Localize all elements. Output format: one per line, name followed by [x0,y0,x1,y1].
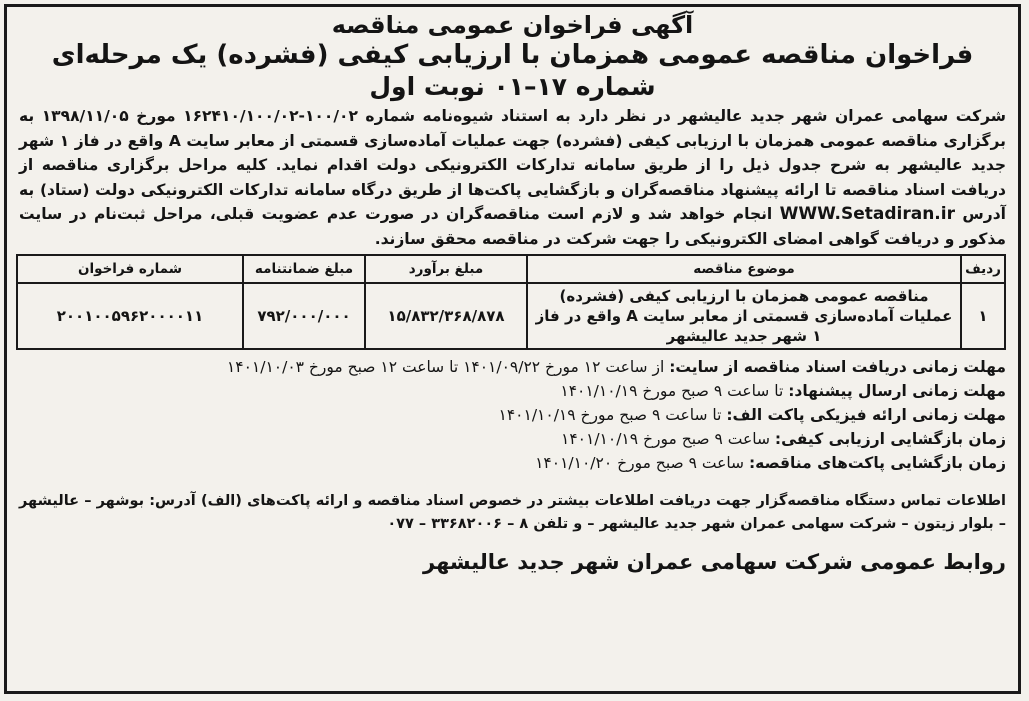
deadline-label: مهلت زمانی ارسال پیشنهاد: [788,382,1006,401]
setadiran-link[interactable]: WWW.Setadiran.ir [779,204,955,225]
deadline-label: مهلت زمانی دریافت اسناد مناقصه از سایت: [669,358,1006,377]
deadline-item [19,452,1006,476]
deadline-label: زمان بازگشایی پاکت‌های مناقصه: [748,453,1006,472]
intro-paragraph [19,104,1006,251]
deadline-label: مهلت زمانی ارائه فیزیکی پاکت الف: [726,406,1006,425]
header-guarantee: مبلغ ضمانتنامه [243,255,365,283]
header-subject: موضوع مناقصه [527,255,961,283]
deadlines-list [19,356,1006,475]
table-row [17,283,1005,349]
cell-row-no: ۱ [961,283,1005,349]
notice-subtitle: فراخوان مناقصه عمومی همزمان با ارزیابی کیفی (فشرده) یک مرحله‌ای [51,40,974,71]
deadline-value: ساعت ۹ صبح مورخ ۱۴۰۱/۱۰/۲۰ [535,453,745,472]
deadline-label: زمان بازگشایی ارزیابی کیفی: [774,429,1006,448]
table-header-row [17,255,1005,283]
cell-estimate: ۱۵/۸۳۲/۳۶۸/۸۷۸ [365,283,527,349]
notice-title: آگهی فراخوان عمومی مناقصه [331,11,694,39]
tender-notice [4,4,1021,694]
header-call-no: شماره فراخوان [17,255,243,283]
header-estimate: مبلغ برآورد [365,255,527,283]
footer-signature: روابط عمومی شرکت سهامی عمران شهر جدید عالیشهر [423,550,1006,575]
deadline-item [19,428,1006,452]
deadline-item [19,404,1006,428]
contact-info: اطلاعات تماس دستگاه مناقصه‌گزار جهت دریافت اطلاعات بیشتر در خصوص اسناد مناقصه و ارائه پاکت‌های (الف) آدرس: بوشهر – عالیشهر – بلوار زیتون – شرکت سهامی عمران شهر جدید عالیشهر – و تلفن ۸ – ۳۳۶۸۲۰۰۶ – ۰۷۷ [19,492,1006,532]
deadline-item [19,380,1006,404]
tender-table [16,254,1006,350]
deadline-value: تا ساعت ۹ صبح مورخ ۱۴۰۱/۱۰/۱۹ [560,382,784,401]
header-row-no: ردیف [961,255,1005,283]
deadline-value: از ساعت ۱۲ مورخ ۱۴۰۱/۰۹/۲۲ تا ساعت ۱۲ صبح مورخ ۱۴۰۱/۱۰/۰۳ [226,358,665,377]
cell-call-no: ۲۰۰۱۰۰۵۹۶۲۰۰۰۰۱۱ [17,283,243,349]
cell-guarantee: ۷۹۲/۰۰۰/۰۰۰ [243,283,365,349]
intro-text-end: انجام خواهد شد و لازم است مناقصه‌گران در صورت عدم عضویت قبلی، مراحل ثبت‌نام در سایت مذکور و دریافت گواهی امضای الکترونیکی را جهت شرکت در مناقصه محقق سازند. [19,205,1006,248]
intro-text: شرکت سهامی عمران شهر جدید عالیشهر در نظر دارد به استناد شیوه‌نامه شماره ۱۰۰/۰۲-۱۶۲۴۱۰/۱۰۰/۰۲ مورخ ۱۳۹۸/۱۱/۰۵ به برگزاری مناقصه عمومی همزمان با ارزیابی کیفی (فشرده) جهت عملیات آماده‌سازی قسمتی از معابر سایت A واقع در فاز ۱ شهر جدید عالیشهر به شرح جدول ذیل را از طریق سامانه تدارکات الکترونیکی دولت اقدام نماید. کلیه مراحل برگزاری مناقصه از دریافت اسناد مناقصه تا ارائه پیشنهاد مناقصه‌گران و بازگشایی پاکت‌ها از طریق درگاه سامانه تدارکات الکترونیکی دولت (ستاد) به آدرس [19,107,1007,224]
notice-number: شماره ۱۷–۰۱ نوبت اول [369,71,656,101]
deadline-item [19,356,1006,380]
deadline-value: ساعت ۹ صبح مورخ ۱۴۰۱/۱۰/۱۹ [561,429,770,448]
cell-subject: مناقصه عمومی همزمان با ارزیابی کیفی (فشرده) عملیات آماده‌سازی قسمتی از معابر سایت A واقع در فاز ۱ شهر جدید عالیشهر [527,283,961,349]
deadline-value: تا ساعت ۹ صبح مورخ ۱۴۰۱/۱۰/۱۹ [498,406,722,425]
